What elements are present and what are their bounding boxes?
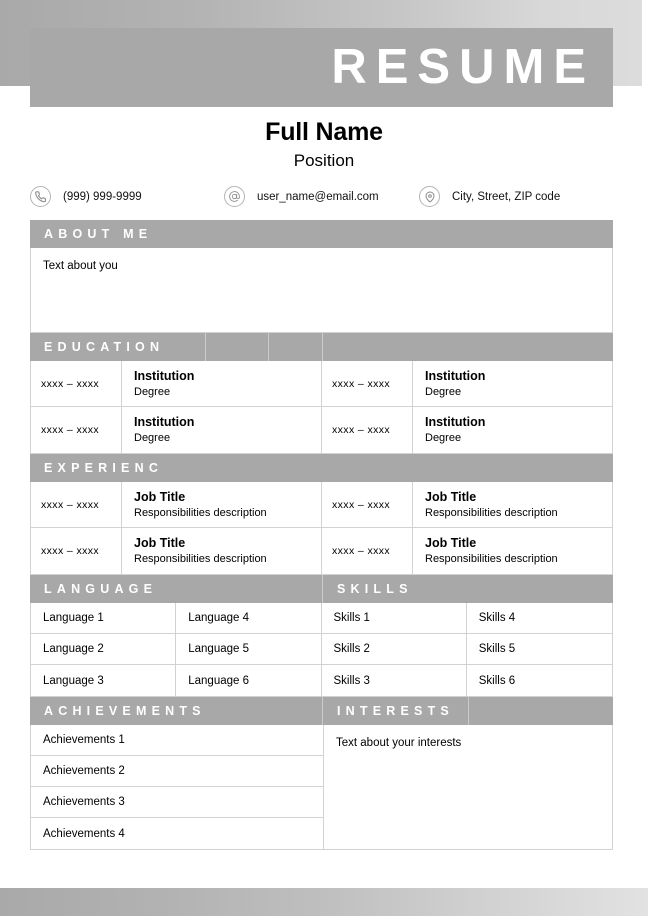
education-institution: Institution	[134, 368, 195, 383]
full-name: Full Name	[265, 118, 383, 146]
language-skills-table	[30, 603, 613, 697]
experience-detail	[122, 482, 322, 527]
education-degree: Degree	[425, 385, 462, 398]
location-icon	[419, 186, 440, 207]
education-detail	[122, 361, 322, 406]
job-responsibilities: Responsibilities description	[425, 506, 558, 519]
footer-gradient-band	[0, 888, 648, 916]
section-title-education: EDUCATION	[44, 340, 165, 354]
header-divider	[205, 333, 206, 361]
skills-item: Skills 5	[478, 643, 516, 655]
table-row[interactable]	[31, 634, 612, 665]
section-header-language-skills	[30, 575, 613, 603]
section-title-skills: SKILLS	[337, 582, 413, 596]
section-header-education	[30, 333, 613, 361]
position-title: Position	[293, 151, 355, 170]
education-degree: Degree	[134, 432, 171, 444]
education-detail	[122, 407, 322, 453]
section-title-experience: EXPERIENC	[44, 461, 164, 475]
language-item: Language 6	[176, 665, 321, 696]
list-item[interactable]: Achievements 3	[31, 787, 323, 818]
language-item: Language 5	[176, 634, 321, 664]
language-item: Language 3	[31, 665, 176, 696]
education-institution: Institution	[425, 415, 486, 429]
skills-item: Skills 2	[322, 634, 467, 664]
education-degree: Degree	[425, 432, 462, 444]
interests-text: Text about your interests	[336, 737, 462, 749]
experience-dates: xxxx – xxxx	[322, 528, 413, 574]
education-detail	[413, 407, 612, 453]
experience-detail	[413, 528, 612, 574]
section-title-interests: INTERESTS	[337, 704, 454, 718]
email-address: user_name@email.com	[257, 190, 379, 203]
experience-dates: xxxx – xxxx	[322, 482, 413, 527]
table-row[interactable]	[31, 482, 612, 528]
about-content-box[interactable]	[30, 248, 613, 333]
education-table	[30, 361, 613, 454]
job-responsibilities: Responsibilities description	[134, 506, 267, 519]
page-title: RESUME	[331, 40, 595, 94]
achievements-list	[31, 725, 323, 849]
contact-item-email[interactable]	[224, 186, 419, 207]
email-icon	[224, 186, 245, 207]
resume-body	[30, 220, 613, 850]
section-header-skills	[322, 575, 613, 603]
education-dates: xxxx – xxxx	[322, 407, 413, 453]
phone-icon	[30, 186, 51, 207]
section-header-interests	[322, 697, 468, 725]
list-item[interactable]: Achievements 4	[43, 827, 125, 840]
table-row[interactable]	[31, 603, 612, 634]
resume-title-bar	[30, 28, 613, 107]
experience-dates: xxxx – xxxx	[31, 482, 122, 527]
job-title: Job Title	[425, 489, 477, 504]
table-row[interactable]	[31, 361, 612, 407]
address-text: City, Street, ZIP code	[452, 190, 561, 203]
section-header-about	[30, 220, 613, 248]
identity-block	[0, 118, 648, 173]
education-dates: xxxx – xxxx	[322, 361, 413, 406]
section-title-about: ABOUT ME	[44, 227, 153, 241]
list-item[interactable]: Achievements 2	[31, 756, 323, 787]
header-divider	[322, 333, 323, 361]
job-responsibilities: Responsibilities description	[134, 553, 267, 565]
education-detail	[413, 361, 612, 406]
language-item: Language 2	[31, 634, 176, 664]
table-row[interactable]	[31, 528, 612, 574]
experience-table	[30, 482, 613, 575]
interests-content-box[interactable]	[323, 725, 612, 849]
contact-item-phone[interactable]	[30, 186, 224, 207]
section-title-achievements: ACHIEVEMENTS	[44, 704, 206, 718]
table-row[interactable]	[31, 407, 612, 453]
section-header-language	[30, 575, 322, 603]
experience-detail	[413, 482, 612, 527]
list-item[interactable]: Achievements 1	[31, 725, 323, 756]
about-text: Text about you	[43, 260, 118, 272]
experience-dates: xxxx – xxxx	[31, 528, 122, 574]
section-header-achievements-interests	[30, 697, 613, 725]
education-degree: Degree	[134, 385, 171, 398]
section-title-language: LANGUAGE	[44, 582, 158, 596]
experience-detail	[122, 528, 322, 574]
education-dates: xxxx – xxxx	[31, 407, 122, 453]
job-title: Job Title	[134, 536, 186, 550]
contact-strip	[30, 186, 613, 207]
achievements-interests-table	[30, 725, 613, 850]
skills-item: Skills 3	[322, 665, 467, 696]
skills-item: Skills 4	[478, 612, 516, 624]
section-header-achievements	[30, 697, 322, 725]
job-title: Job Title	[134, 489, 186, 504]
job-responsibilities: Responsibilities description	[425, 553, 558, 565]
header-filler	[468, 697, 613, 725]
language-item: Language 4	[176, 603, 321, 633]
table-row[interactable]	[31, 665, 612, 696]
section-header-experience	[30, 454, 613, 482]
job-title: Job Title	[425, 536, 477, 550]
education-institution: Institution	[425, 368, 486, 383]
skills-item: Skills 6	[478, 674, 516, 687]
phone-number: (999) 999-9999	[63, 190, 142, 203]
header-divider	[268, 333, 269, 361]
language-item: Language 1	[31, 603, 176, 633]
contact-item-address[interactable]	[419, 186, 613, 207]
education-institution: Institution	[134, 415, 195, 429]
skills-item: Skills 1	[322, 603, 467, 633]
education-dates: xxxx – xxxx	[31, 361, 122, 406]
